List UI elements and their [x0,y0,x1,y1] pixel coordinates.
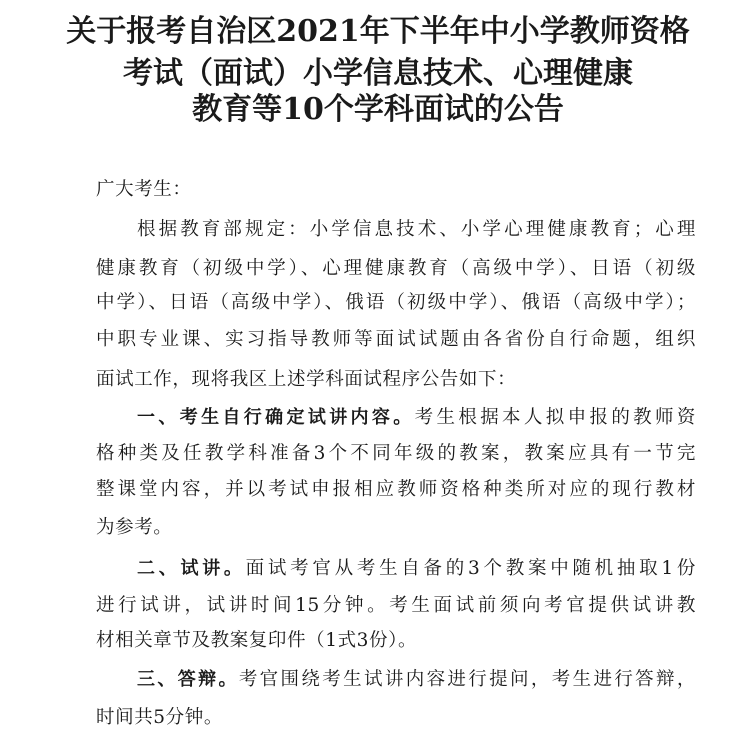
salutation: 广大考生： [96,179,192,200]
intro-line-2: 健康教育（初级中学）、心理健康教育（高级中学）、日语（初级 [96,258,696,279]
section-1-heading: 一、考生自行确定试讲内容。 [137,407,415,428]
intro-line-1: 根据教育部规定：小学信息技术、小学心理健康教育；心理 [137,219,696,240]
section-2-line-2: 进行试讲，试讲时间15分钟。考生面试前须向考官提供试讲教 [96,595,696,616]
notice-title-line-1: 关于报考自治区2021年下半年中小学教师资格 [66,14,690,49]
section-2-heading: 二、试讲。 [137,558,246,579]
notice-title-line-2: 考试（面试）小学信息技术、心理健康 [123,56,633,91]
section-2-text: 面试考官从考生自备的3个教案中随机抽取1份 [245,558,696,579]
section-3-heading: 三、答辩。 [137,669,239,690]
section-1-line-4: 为参考。 [96,517,173,538]
intro-line-5: 面试工作，现将我区上述学科面试程序公告如下： [96,369,517,390]
notice-title-line-3: 教育等10个学科面试的公告 [192,92,564,127]
section-1-line-2: 格种类及任教学科准备3个不同年级的教案，教案应具有一节完 [96,443,696,464]
intro-line-4: 中职专业课、实习指导教师等面试试题由各省份自行命题，组织 [96,329,696,350]
section-1-line-3: 整课堂内容，并以考试申报相应教师资格种类所对应的现行教材 [96,479,696,500]
section-3-text: 考官围绕考生试讲内容进行提问，考生进行答辩， [238,669,697,690]
intro-line-3: 中学）、日语（高级中学）、俄语（初级中学）、俄语（高级中学）； [96,292,696,313]
section-2-first-line [137,555,696,583]
section-1-first-line [137,404,696,432]
section-2-line-3: 材相关章节及教案复印件（1式3份）。 [96,630,418,651]
section-1-text: 考生根据本人拟申报的教师资 [414,407,696,428]
section-3-first-line [137,666,696,694]
section-3-line-2: 时间共5分钟。 [96,707,223,728]
